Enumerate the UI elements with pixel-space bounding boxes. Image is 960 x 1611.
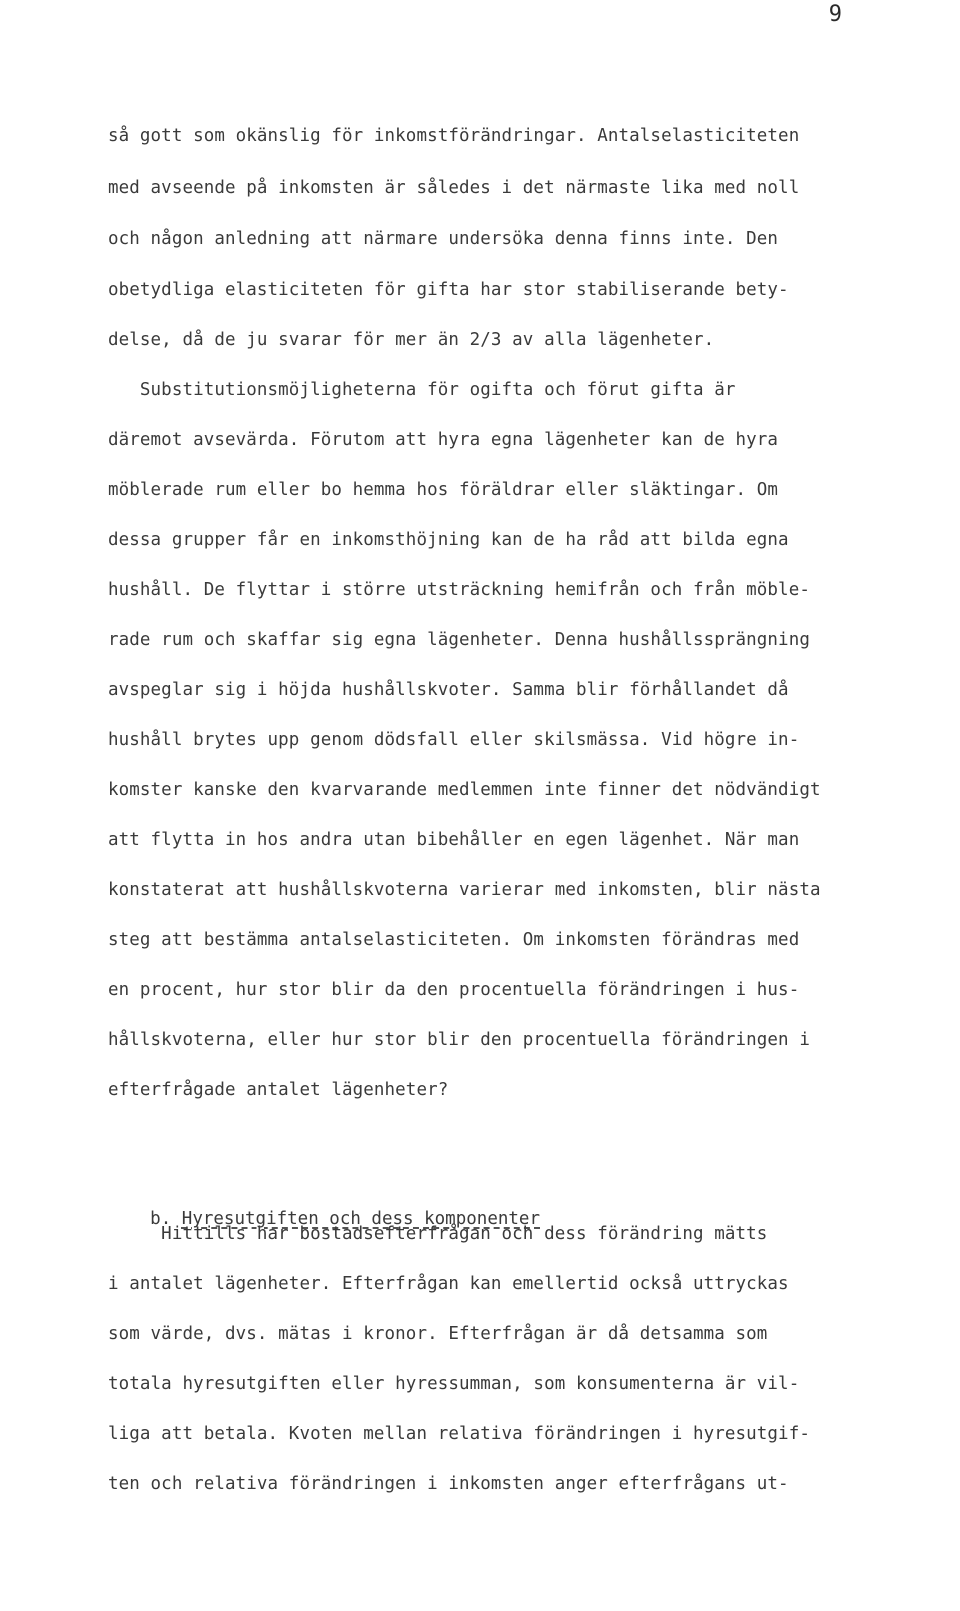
text-line: en procent, hur stor blir da den procentuella förändringen i hus- [108, 980, 800, 1000]
section-label: b. [150, 1209, 172, 1229]
text-line: och någon anledning att närmare undersöka denna finns inte. Den [108, 229, 779, 249]
text-line: delse, då de ju svarar för mer än 2/3 av alla lägenheter. [108, 330, 715, 350]
text-line: dessa grupper får en inkomsthöjning kan de ha råd att bilda egna [108, 530, 789, 550]
text-line: efterfrågade antalet lägenheter? [108, 1080, 449, 1100]
text-line: med avseende på inkomsten är således i det närmaste lika med noll [108, 178, 800, 198]
text-line: Substitutionsmöjligheterna för ogifta och förut gifta är [108, 380, 736, 400]
page-number: 9 [828, 2, 842, 27]
text-line: steg att bestämma antalselasticiteten. Om inkomsten förändras med [108, 930, 800, 950]
text-line: komster kanske den kvarvarande medlemmen inte finner det nödvändigt [108, 780, 821, 800]
section-title: Hyresutgiften och dess komponenter [181, 1209, 541, 1229]
text-line: hållskvoterna, eller hur stor blir den procentuella förändringen i [108, 1030, 810, 1050]
text-line: hushåll. De flyttar i större utsträckning hemifrån och från möble- [108, 580, 810, 600]
text-line: totala hyresutgiften eller hyressumman, som konsumenterna är vil- [108, 1374, 800, 1394]
text-line: som värde, dvs. mätas i kronor. Efterfrågan är då detsamma som [108, 1324, 768, 1344]
text-line: liga att betala. Kvoten mellan relativa förändringen i hyresutgif- [108, 1424, 810, 1444]
text-line: att flytta in hos andra utan bibehåller en egen lägenhet. När man [108, 830, 800, 850]
text-line: möblerade rum eller bo hemma hos föräldrar eller släktingar. Om [108, 480, 779, 500]
text-line: Hittills har bostadsefterfrågan och dess förändring mätts [108, 1224, 768, 1244]
text-line: så gott som okänslig för inkomstförändringar. Antalselasticiteten [108, 126, 800, 146]
text-line: avspeglar sig i höjda hushållskvoter. Samma blir förhållandet då [108, 680, 789, 700]
text-line: konstaterat att hushållskvoterna varierar med inkomsten, blir nästa [108, 880, 821, 900]
text-line: ten och relativa förändringen i inkomsten anger efterfrågans ut- [108, 1474, 789, 1494]
text-line: rade rum och skaffar sig egna lägenheter. Denna hushållssprängning [108, 630, 810, 650]
text-line: obetydliga elasticiteten för gifta har stor stabiliserande bety- [108, 280, 789, 300]
text-line: däremot avsevärda. Förutom att hyra egna lägenheter kan de hyra [108, 430, 779, 450]
text-line: hushåll brytes upp genom dödsfall eller skilsmässa. Vid högre in- [108, 730, 800, 750]
text-line: i antalet lägenheter. Efterfrågan kan emellertid också uttryckas [108, 1274, 789, 1294]
